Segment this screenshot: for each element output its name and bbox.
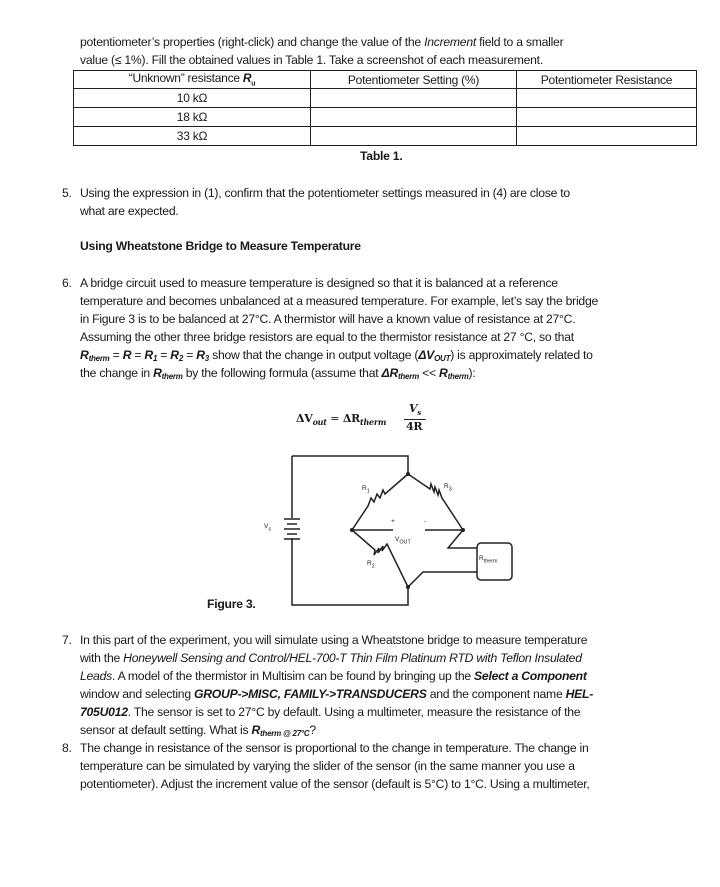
formula-mid-sub: therm: [360, 417, 387, 428]
label-text: R: [479, 555, 484, 562]
text-line: [80, 185, 570, 201]
text-run: A bridge circuit used to measure temperature is designed so that it is balanced at a reference: [80, 276, 558, 290]
header-text: “Unknown” resistance: [128, 71, 243, 86]
text-run: R: [144, 348, 153, 362]
label-sub: 2: [371, 563, 375, 570]
text-run: =: [109, 348, 123, 362]
text-run: 705U012: [80, 705, 128, 719]
label-text: V: [264, 523, 269, 530]
text-line: [80, 668, 587, 684]
text-run: therm @ 27°C: [260, 729, 310, 738]
text-line: [80, 650, 582, 666]
thermistor-leads: [408, 530, 477, 587]
label-sub: 3: [448, 486, 452, 493]
text-run: =: [183, 348, 197, 362]
label-r2: [367, 560, 375, 569]
label-rtherm: [479, 555, 498, 564]
text-run: In this part of the experiment, you will simulate using a Wheatstone bridge to measure temperature: [80, 633, 588, 647]
text-run: ΔR: [381, 366, 398, 380]
cell: 33 kΩ: [74, 127, 311, 146]
cell: 10 kΩ: [74, 89, 311, 108]
table-caption: Table 1.: [360, 149, 403, 163]
text-run: ΔV: [418, 348, 435, 362]
text-run: in Figure 3 is to be balanced at 27°C. A thermistor will have a known value of resistance at 27°C.: [80, 312, 576, 326]
text-line: [80, 311, 575, 327]
text-line: [80, 293, 598, 309]
text-line: [80, 740, 588, 756]
label-text: R: [367, 560, 372, 567]
text-run: potentiometer). Adjust the increment value of the sensor (default is 5°C) to 1°C. Using a multimeter,: [80, 777, 590, 791]
text-line: [80, 275, 558, 291]
formula-numerator: V: [409, 402, 418, 415]
text-run: =: [157, 348, 171, 362]
formula-equals: =: [330, 412, 340, 425]
item-number: 6.: [62, 276, 72, 290]
header-symbol-sub: u: [251, 80, 256, 88]
text-run: value (≤ 1%). Fill the obtained values in Table 1. Take a screenshot of each measurement.: [80, 53, 543, 67]
text-line: [80, 203, 178, 219]
text-line: [80, 722, 316, 742]
label-sub: 1: [366, 488, 370, 495]
resistor-r1: [352, 474, 408, 530]
text-run: 3: [204, 354, 209, 363]
text-run: The change in resistance of the sensor is proportional to the change in temperature. The change in: [80, 741, 589, 755]
text-run: window and selecting: [80, 687, 194, 701]
label-vs: [264, 523, 271, 532]
text-run: what are expected.: [80, 204, 179, 218]
text-run: 2: [178, 354, 184, 363]
formula-mid: ΔR: [342, 412, 361, 425]
text-run: =: [131, 348, 145, 362]
text-run: with the: [80, 651, 124, 665]
text-line: [80, 34, 563, 50]
text-run: Increment: [424, 35, 477, 49]
text-run: R: [439, 366, 448, 380]
battery-icon: [284, 519, 300, 539]
label-text: R: [444, 483, 449, 490]
text-run: HEL-: [565, 687, 594, 701]
label-sub: s: [268, 526, 272, 533]
text-run: sensor at default setting. What is: [80, 723, 252, 737]
text-line: [80, 776, 590, 792]
text-run: ) is approximately related to: [450, 348, 593, 362]
text-run: . The sensor is set to 27°C by default. Using a multimeter, measure the resistance of the: [127, 705, 581, 719]
text-run: temperature and becomes unbalanced at a measured temperature. For example, let’s say the bridge: [80, 294, 598, 308]
text-run: 1: [152, 354, 158, 363]
formula-denominator: 4R: [406, 420, 423, 433]
text-line: [80, 632, 587, 648]
label-text: V: [395, 536, 400, 543]
formula-numerator-sub: s: [417, 408, 421, 418]
label-r3: [444, 483, 452, 492]
resistor-r3: [408, 474, 463, 530]
text-run: R: [80, 348, 89, 362]
label-sub: OUT: [399, 539, 411, 546]
text-line: [80, 704, 580, 720]
text-run: R: [196, 348, 205, 362]
text-run: Assuming the other three bridge resistors are equal to the thermistor resistance at 27 °C, so that: [80, 330, 574, 344]
text-run: therm: [88, 354, 110, 363]
figure-caption: Figure 3.: [207, 597, 256, 611]
text-line: [80, 52, 543, 68]
label-minus: -: [424, 518, 427, 525]
cell: 18 kΩ: [74, 108, 311, 127]
text-run: OUT: [434, 354, 451, 363]
text-run: Honeywell Sensing and Control/HEL-700-T Thin Film Platinum RTD with Teflon Insulated: [123, 651, 582, 665]
text-run: R: [153, 366, 162, 380]
text-line: [80, 329, 574, 345]
text-run: ):: [468, 366, 476, 380]
text-run: field to a smaller: [476, 35, 564, 49]
text-run: ?: [309, 723, 316, 737]
text-run: GROUP->MISC, FAMILY->TRANSDUCERS: [194, 687, 427, 701]
text-run: the change in: [80, 366, 154, 380]
text-run: Leads: [80, 669, 112, 683]
label-plus: +: [391, 518, 395, 525]
label-vout: [395, 536, 411, 545]
formula-lhs: ΔV: [296, 412, 313, 425]
text-run: R: [170, 348, 179, 362]
header-pot-setting: Potentiometer Setting (%): [311, 71, 517, 89]
text-run: temperature can be simulated by varying the slider of the sensor (in the same manner you use a: [80, 759, 575, 773]
text-run: show that the change in output voltage (: [208, 348, 419, 362]
text-line: [80, 758, 575, 774]
item-number: 8.: [62, 741, 72, 755]
header-pot-resistance: Potentiometer Resistance: [517, 71, 697, 89]
text-run: <<: [418, 366, 439, 380]
label-text: R: [362, 485, 367, 492]
formula-lhs-sub: out: [312, 417, 327, 428]
text-run: R: [122, 348, 132, 362]
text-line: [80, 347, 593, 367]
section-heading: Using Wheatstone Bridge to Measure Temperature: [80, 239, 361, 253]
label-sub: therm: [483, 558, 498, 565]
text-run: and the component name: [426, 687, 566, 701]
text-run: therm: [398, 372, 419, 381]
item-number: 7.: [62, 633, 72, 647]
text-line: [80, 365, 476, 385]
text-run: Using the expression in (1), confirm that the potentiometer settings measured in (4) are close to: [80, 186, 570, 200]
text-run: Select a Component: [474, 669, 587, 683]
text-run: therm: [447, 372, 469, 381]
text-line: [80, 686, 593, 702]
text-run: therm: [161, 372, 183, 381]
text-run: potentiometer’s properties (right-click) and change the value of the: [80, 35, 425, 49]
text-run: by the following formula (assume that: [182, 366, 382, 380]
item-number: 5.: [62, 186, 72, 200]
text-run: . A model of the thermistor in Multisim can be found by bringing up the: [111, 669, 475, 683]
header-symbol: R: [242, 71, 252, 86]
label-r1: [362, 485, 370, 494]
text-run: R: [251, 723, 261, 737]
